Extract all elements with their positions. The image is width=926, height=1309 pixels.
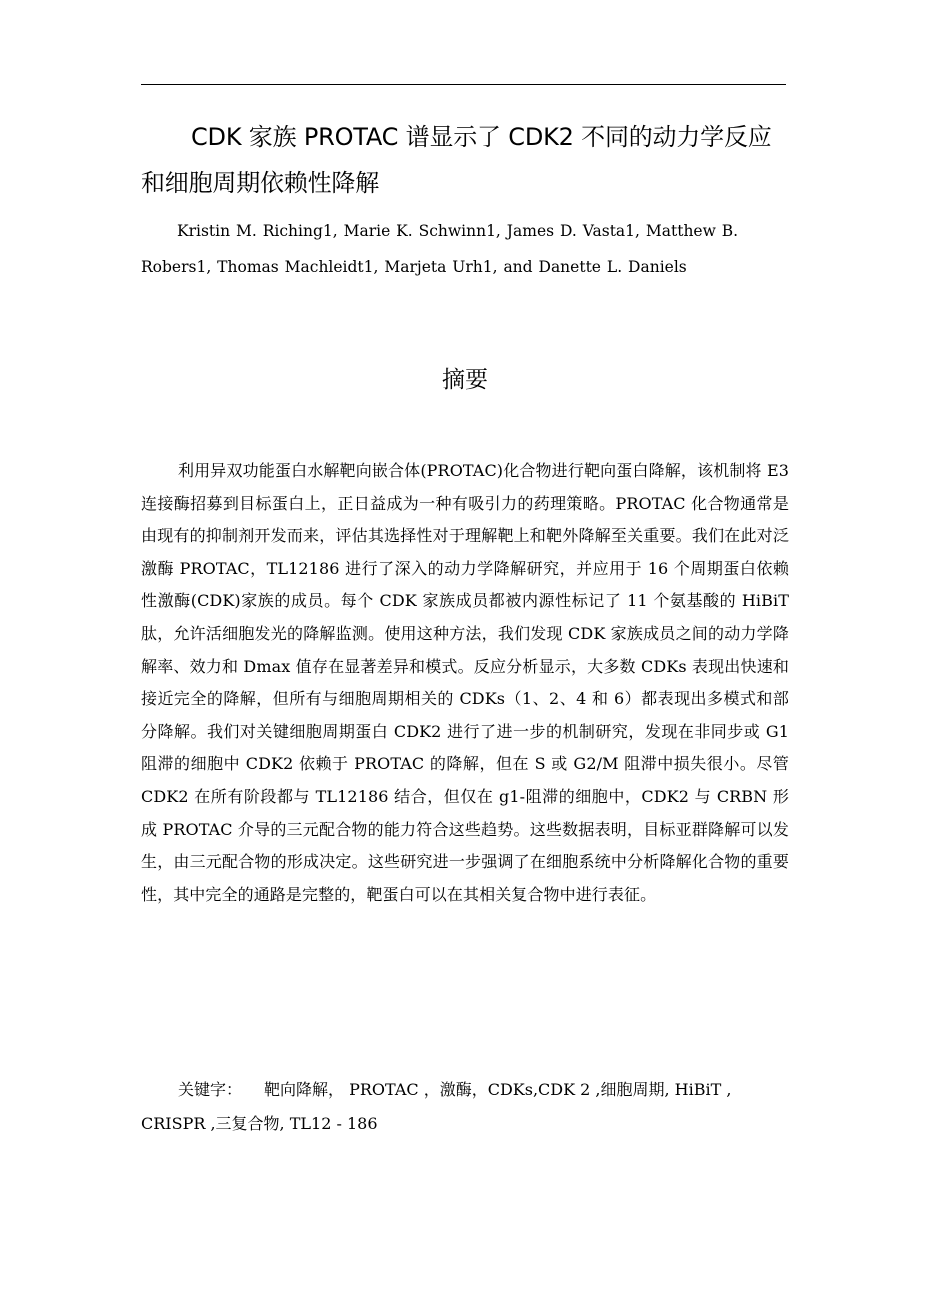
abstract-heading: 摘要 [442, 367, 488, 393]
header-rule [141, 84, 786, 85]
keywords-line [141, 1073, 789, 1141]
keywords-label: 关键字： [178, 1080, 243, 1099]
abstract-paragraph: 利用异双功能蛋白水解靶向嵌合体(PROTAC)化合物进行靶向蛋白降解，该机制将 E3 连接酶招募到目标蛋白上，正日益成为一种有吸引力的药理策略。PROTAC 化合物通常是由现有的抑制剂开发而来，评估其选择性对于理解靶上和靶外降解至关重要。我们在此对泛激酶 PROTAC，TL12186 进行了深入的动力学降解研究，并应用于 16 个周期蛋白依赖性激酶(CDK)家族的成员。每个 CDK 家族成员都被内源性标记了 11 个氨基酸的 HiBiT 肽，允许活细胞发光的降解监测。使用这种方法，我们发现 CDK 家族成员之间的动力学降解率、效力和 Dmax 值存在显著差异和模式。反应分析显示，大多数 CDKs 表现出快速和接近完全的降解，但所有与细胞周期相关的 CDKs（1、2、4 和 6）都表现出多模式和部分降解。我们对关键细胞周期蛋白 CDK2 进行了进一步的机制研究，发现在非同步或 G1 阻滞的细胞中 CDK2 依赖于 PROTAC 的降解，但在 S 或 G2/M 阻滞中损失很小。尽管 CDK2 在所有阶段都与 TL12186 结合，但仅在 g1-阻滞的细胞中，CDK2 与 CRBN 形成 PROTAC 介导的三元配合物的能力符合这些趋势。这些数据表明，目标亚群降解可以发生，由三元配合物的形成决定。这些研究进一步强调了在细胞系统中分析降解化合物的重要性，其中完全的通路是完整的，靶蛋白可以在其相关复合物中进行表征。 [141, 461, 789, 904]
paper-title: CDK 家族 PROTAC 谱显示了 CDK2 不同的动力学反应和细胞周期依赖性降解 [141, 123, 772, 197]
keywords-text: 靶向降解， PROTAC ，激酶，CDKs,CDK 2 ,细胞周期, HiBiT , CRISPR ,三复合物, TL12 - 186 [141, 1080, 732, 1133]
author-list: Kristin M. Riching1, Marie K. Schwinn1, James D. Vasta1, Matthew B. Robers1, Thomas Machleidt1, Marjeta Urh1, and Danette L. Daniels [141, 222, 739, 276]
